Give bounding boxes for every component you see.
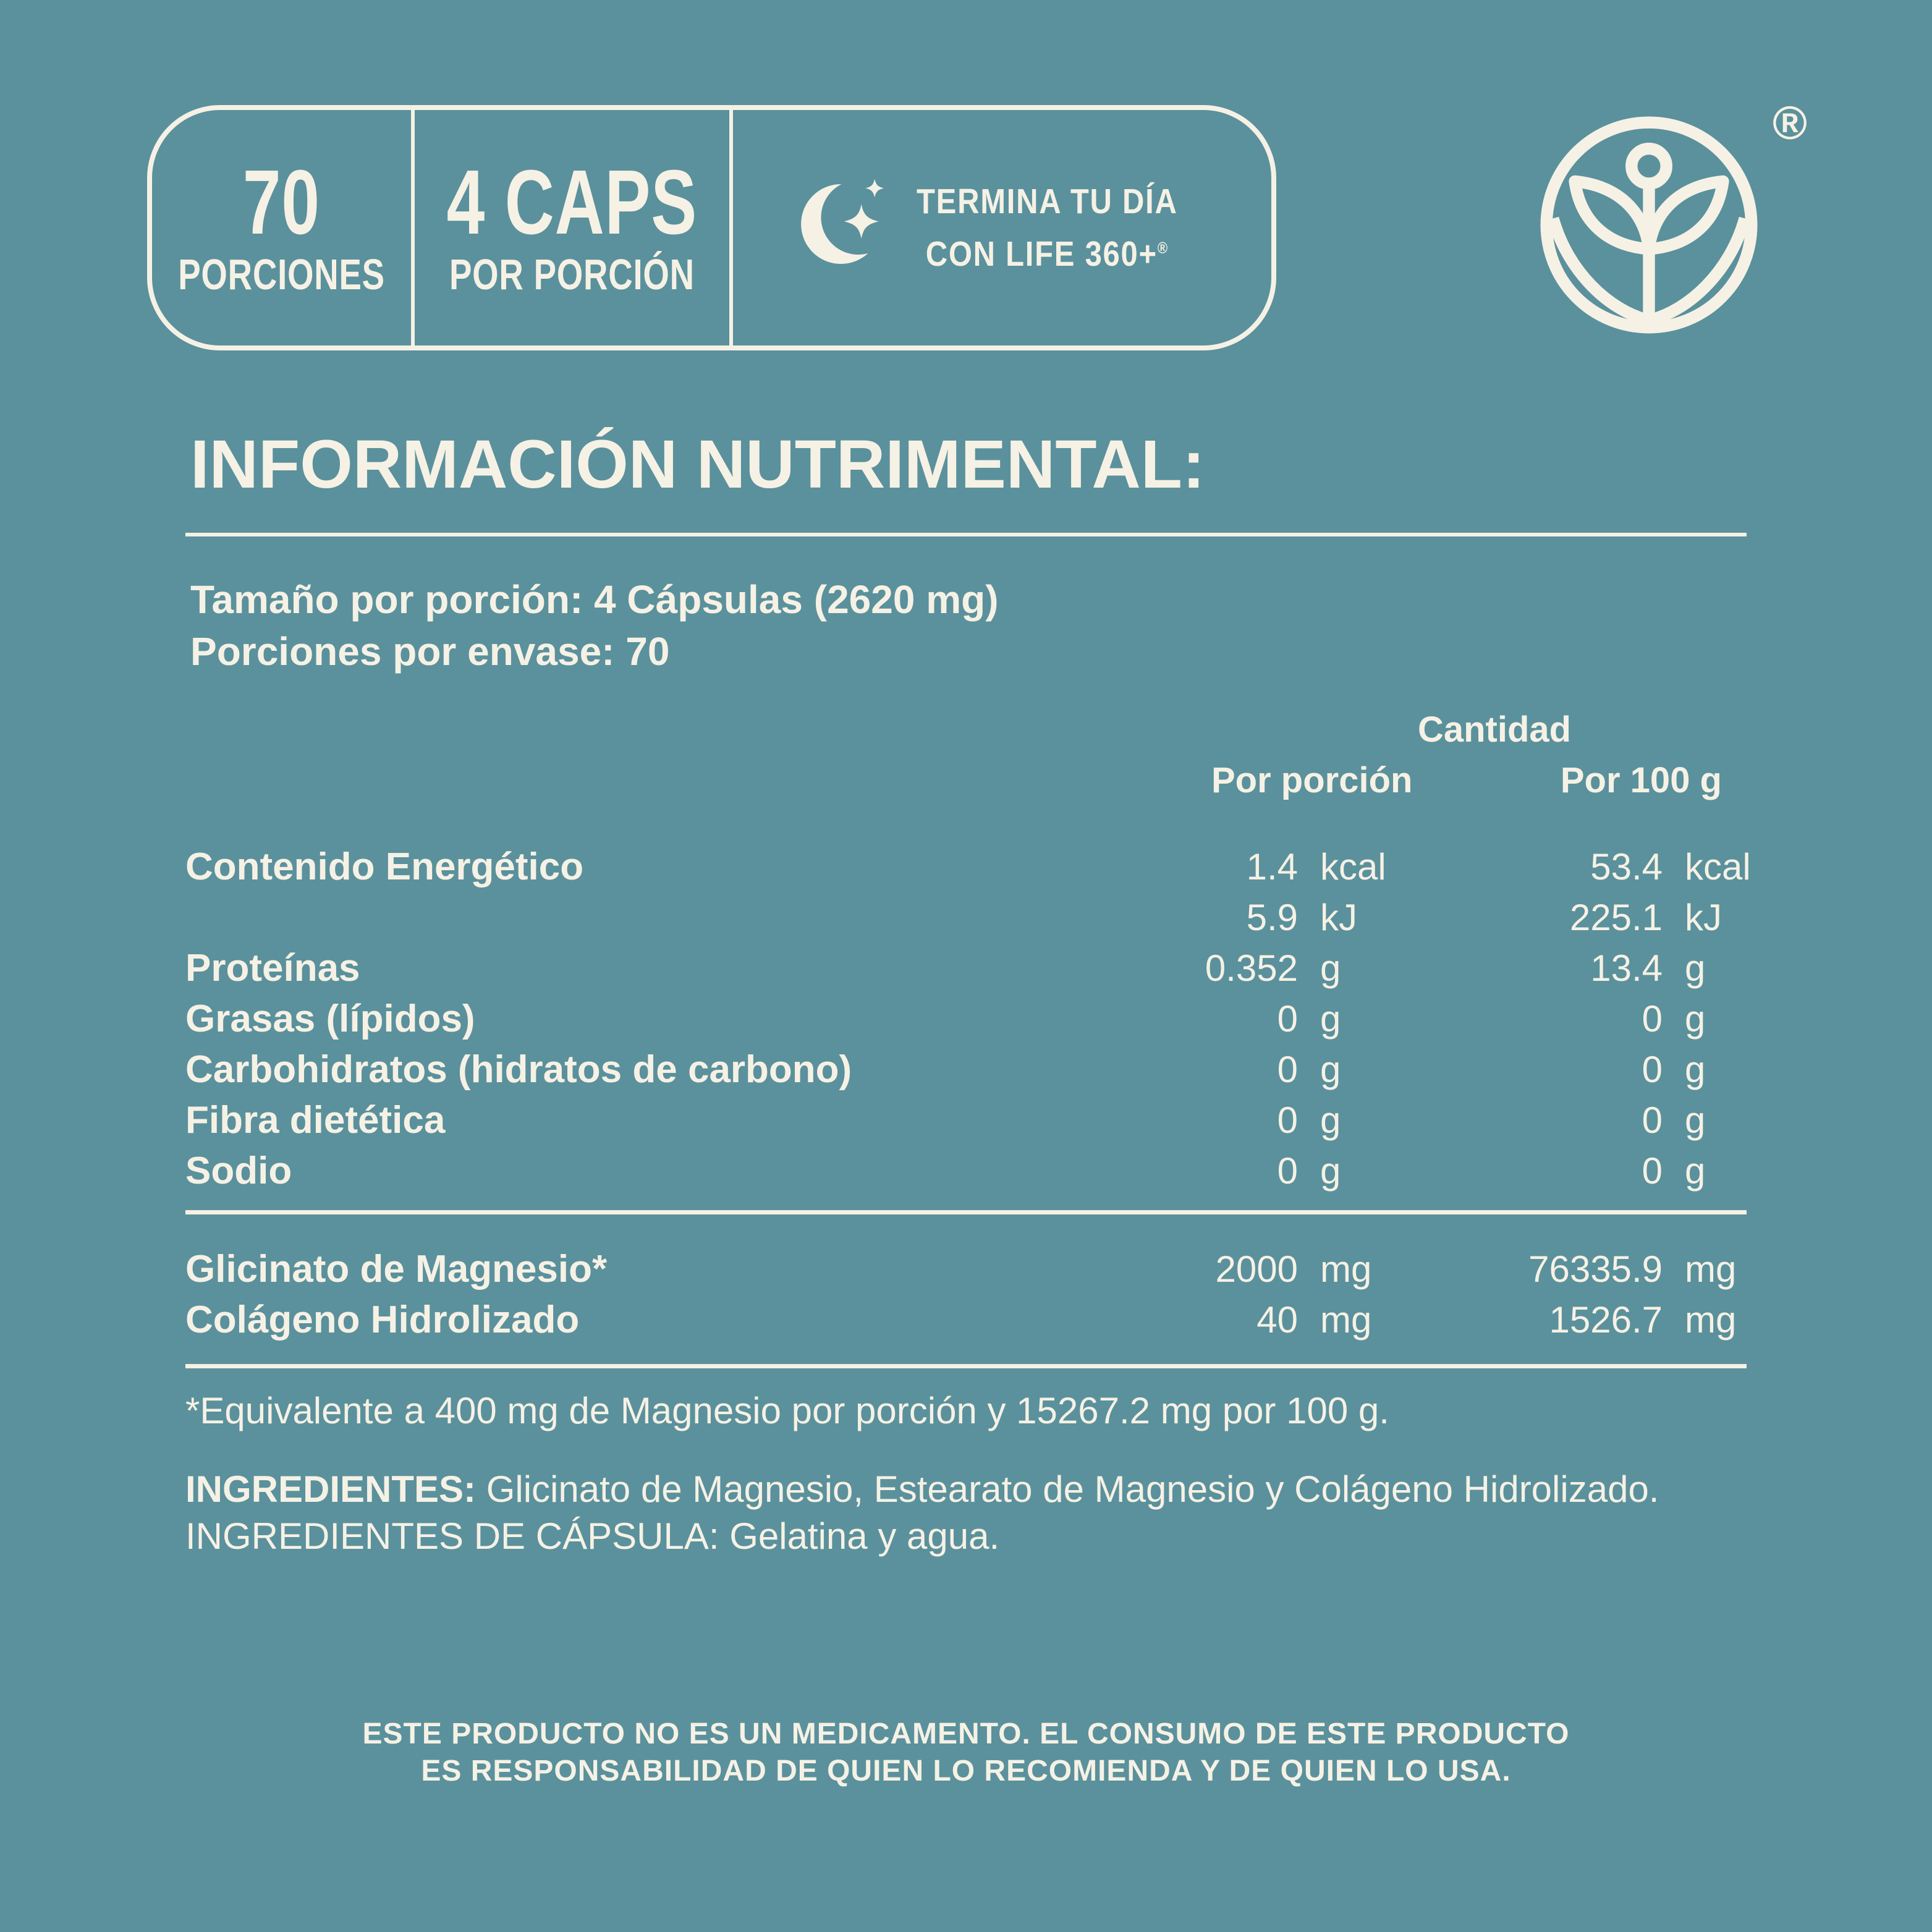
ingredients-line1: [185, 1466, 1659, 1513]
table-row: [185, 994, 1747, 1044]
value-per-100g: 1526.7: [1549, 1299, 1663, 1341]
registered-mark: ®: [1157, 240, 1169, 257]
header-por-porcion: Por porción: [1211, 760, 1413, 800]
badge-tagline-cell: [733, 110, 1271, 345]
table-row: [185, 1146, 1747, 1197]
nutrient-label: Fibra dietética: [185, 1099, 446, 1142]
unit-per-100g: g: [1685, 947, 1706, 989]
ingredients-line2: INGREDIENTES DE CÁPSULA: Gelatina y agua.: [185, 1515, 1000, 1557]
badge-caps-per-serving: [415, 110, 733, 345]
active-ingredients-section: [185, 1244, 1747, 1345]
unit-per-100g: kJ: [1685, 897, 1722, 938]
badge-servings: [152, 110, 415, 345]
table-row: [185, 892, 1747, 943]
unit-per-serving: kJ: [1320, 897, 1357, 938]
value-per-serving: 2000: [1215, 1248, 1298, 1290]
value-per-serving: 5.9: [1246, 897, 1298, 938]
unit-per-serving: mg: [1320, 1299, 1372, 1341]
unit-per-100g: mg: [1685, 1248, 1737, 1290]
logo-registered-mark: ®: [1773, 97, 1807, 150]
unit-per-100g: g: [1685, 998, 1706, 1040]
table-column-header-row: [185, 755, 1747, 806]
header-cantidad: Cantidad: [1417, 710, 1572, 750]
unit-per-100g: g: [1685, 1099, 1706, 1141]
active-label: Glicinato de Magnesio*: [185, 1248, 608, 1290]
table-row: [185, 943, 1747, 994]
value-per-serving: 0: [1277, 1150, 1298, 1192]
value-per-100g: 0: [1642, 1150, 1663, 1192]
tagline-line2: CON LIFE 360+®: [925, 234, 1169, 274]
unit-per-serving: g: [1320, 998, 1341, 1040]
unit-per-serving: g: [1320, 1099, 1341, 1141]
title-divider: [185, 533, 1747, 536]
badge-bar: [147, 105, 1276, 350]
value-per-serving: 0: [1277, 1049, 1298, 1090]
ingredients-section: [185, 1466, 1659, 1560]
caps-count: 4 CAPS: [446, 151, 698, 253]
value-per-serving: 1.4: [1246, 846, 1298, 888]
unit-per-serving: mg: [1320, 1248, 1372, 1290]
table-row: [185, 1244, 1747, 1295]
value-per-100g: 0: [1642, 1099, 1663, 1141]
servings-count: 70: [243, 151, 320, 253]
header-por-100g: Por 100 g: [1560, 760, 1722, 800]
crescent-moon-sparkles-icon: [784, 175, 891, 281]
table-row: [185, 1295, 1747, 1345]
nutrient-label: Proteínas: [185, 947, 360, 989]
unit-per-serving: g: [1320, 1150, 1341, 1192]
nutrient-label: Contenido Energético: [185, 845, 584, 888]
value-per-100g: 0: [1642, 998, 1663, 1040]
ingredients-text: Glicinato de Magnesio, Estearato de Magnesio y Colágeno Hidrolizado.: [476, 1468, 1659, 1510]
value-per-serving: 0.352: [1205, 947, 1298, 989]
nutrient-label: Grasas (lípidos): [185, 998, 475, 1040]
ingredients-label: INGREDIENTES:: [185, 1468, 477, 1510]
unit-per-serving: g: [1320, 1049, 1341, 1090]
unit-per-100g: mg: [1685, 1299, 1737, 1341]
page-title: INFORMACIÓN NUTRIMENTAL:: [190, 426, 1205, 502]
nutrition-table: [185, 705, 1751, 1368]
tagline-line1: TERMINA TU DÍA: [916, 182, 1178, 221]
nutrient-label: Carbohidratos (hidratos de carbono): [185, 1048, 852, 1091]
legal-disclaimer: [0, 1716, 1932, 1790]
plant-in-circle-logo-icon: [1529, 105, 1769, 345]
table-group-header-row: [185, 705, 1747, 755]
nutrient-label: Sodio: [185, 1150, 292, 1192]
serving-info: [190, 574, 999, 677]
servings-label: PORCIONES: [178, 250, 385, 299]
unit-per-serving: kcal: [1320, 846, 1386, 888]
value-per-100g: 0: [1642, 1049, 1663, 1090]
servings-per-container: Porciones por envase: 70: [190, 629, 670, 674]
value-per-serving: 0: [1277, 998, 1298, 1040]
caps-label: POR PORCIÓN: [449, 250, 695, 299]
active-label: Colágeno Hidrolizado: [185, 1299, 580, 1341]
unit-per-100g: g: [1685, 1150, 1706, 1192]
value-per-100g: 76335.9: [1528, 1248, 1663, 1290]
unit-per-100g: g: [1685, 1049, 1706, 1090]
value-per-100g: 225.1: [1569, 897, 1663, 938]
table-row: [185, 1095, 1747, 1146]
value-per-100g: 53.4: [1590, 846, 1663, 888]
table-divider-bottom: [185, 1364, 1747, 1368]
disclaimer-line2: ES RESPONSABILIDAD DE QUIEN LO RECOMIENDA Y DE QUIEN LO USA.: [421, 1755, 1511, 1787]
table-row: [185, 1044, 1747, 1095]
value-per-serving: 0: [1277, 1099, 1298, 1141]
magnesium-footnote: *Equivalente a 400 mg de Magnesio por porción y 15267.2 mg por 100 g.: [185, 1390, 1389, 1431]
table-row: [185, 842, 1751, 892]
tagline: [917, 178, 1178, 278]
unit-per-serving: g: [1320, 947, 1341, 989]
table-divider-top: [185, 1210, 1747, 1214]
serving-size: Tamaño por porción: 4 Cápsulas (2620 mg): [190, 577, 999, 622]
disclaimer-line1: ESTE PRODUCTO NO ES UN MEDICAMENTO. EL CONSUMO DE ESTE PRODUCTO: [362, 1718, 1570, 1750]
value-per-100g: 13.4: [1590, 947, 1663, 989]
value-per-serving: 40: [1256, 1299, 1298, 1341]
unit-per-100g: kcal: [1685, 846, 1751, 888]
